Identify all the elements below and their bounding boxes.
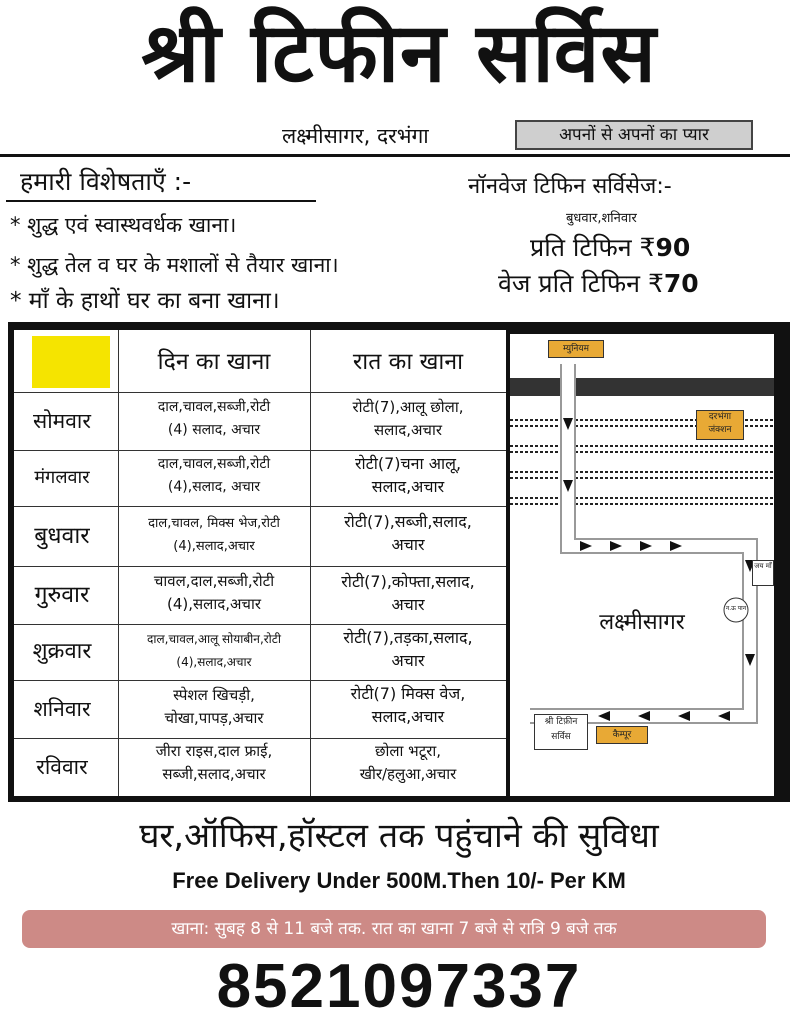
- feature-item: * शुद्ध तेल व घर के मशालों से तैयार खाना।: [10, 253, 339, 277]
- lunch-cell: जीरा राइस,दाल फ्राई, सब्जी,सलाद,अचार: [155, 742, 273, 783]
- lunch-cell: दाल,चावल, मिक्स भेज,रोटी (4),सलाद,अचार: [148, 516, 280, 554]
- day-cell: मंगलवार: [34, 467, 90, 488]
- sign-right: जय माँ: [752, 560, 774, 586]
- nonveg-price-label: प्रति टिफिन ₹: [530, 233, 656, 262]
- route-map: [510, 334, 774, 796]
- lunch-cell: दाल,चावल,सब्जी,रोटी (4) सलाद, अचार: [157, 399, 271, 438]
- dinner-cell: छोला भटूरा, खीर/हलुआ,अचार: [359, 742, 457, 783]
- lunch-header: दिन का खाना: [157, 349, 271, 375]
- lunch-cell: दाल,चावल,आलू सोयाबीन,रोटी (4),सलाद,अचार: [147, 632, 281, 669]
- dinner-cell: रोटी(7),कोफ्ता,सलाद, अचार: [341, 572, 475, 614]
- dinner-cell: रोटी(7),तड़का,सलाद, अचार: [343, 628, 473, 670]
- lunch-cell: चावल,दाल,सब्जी,रोटी (4),सलाद,अचार: [153, 572, 275, 613]
- delivery-charge: Free Delivery Under 500M.Then 10/- Per KM: [172, 868, 626, 893]
- route-arrows: [563, 418, 755, 721]
- dinner-cell: रोटी(7),आलू छोला, सलाद,अचार: [352, 398, 464, 439]
- dinner-cell: रोटी(7)चना आलू, सलाद,अचार: [354, 454, 462, 496]
- menu-table: [14, 330, 506, 796]
- veg-price-value: 70: [663, 269, 699, 298]
- sign-tiffin: श्री टिफ़ीन सर्विस: [534, 714, 588, 750]
- sign-top: म्युनियम: [548, 340, 604, 358]
- main-road: [510, 378, 774, 396]
- day-cell: शनिवार: [33, 697, 91, 721]
- sign-circle: न.ऊ पान: [725, 605, 747, 612]
- feature-item: * शुद्ध एवं स्वास्थवर्धक खाना।: [10, 213, 237, 237]
- lunch-cell: स्पेशल खिचड़ी, चोखा,पापड़,अचार: [164, 686, 264, 727]
- phone-number: 8521097337: [216, 952, 582, 1021]
- day-cell: बुधवार: [34, 523, 90, 549]
- dinner-cell: रोटी(7) मिक्स वेज, सलाद,अचार: [350, 684, 466, 726]
- location-text: लक्ष्मीसागर, दरभंगा: [282, 124, 429, 148]
- feature-item: * माँ के हाथों घर का बना खाना।: [10, 288, 280, 314]
- corner-cell: [32, 336, 110, 388]
- nonveg-price: [530, 230, 690, 264]
- day-cell: गुरुवार: [34, 582, 90, 608]
- header-divider: [0, 154, 790, 157]
- delivery-text: घर,ऑफिस,हॉस्टल तक पहुंचाने की सुविधा: [139, 816, 659, 856]
- dinner-header: रात का खाना: [352, 349, 464, 375]
- veg-price: [498, 266, 699, 300]
- sign-station: दरभंगा जंक्शन: [696, 410, 744, 440]
- lunch-cell: दाल,चावल,सब्जी,रोटी (4),सलाद, अचार: [157, 456, 271, 495]
- tagline-badge: अपनों से अपनों का प्यार: [515, 120, 753, 150]
- day-cell: रविवार: [36, 755, 88, 779]
- features-title: हमारी विशेषताएँ :-: [20, 167, 192, 196]
- nonveg-price-value: 90: [655, 233, 691, 262]
- service-title: श्री टिफीन सर्विस: [141, 6, 657, 101]
- day-cell: सोमवार: [33, 409, 91, 433]
- nonveg-title: नॉनवेज टिफिन सर्विसेज:-: [468, 174, 672, 199]
- timing-banner: खाना: सुबह 8 से 11 बजे तक. रात का खाना 7 बजे से रात्रि 9 बजे तक: [22, 910, 766, 948]
- veg-price-label: वेज प्रति टिफिन ₹: [498, 269, 664, 298]
- sign-bottom: कैम्पूर: [596, 726, 648, 744]
- day-cell: शुक्रवार: [32, 639, 92, 664]
- area-label: लक्ष्मीसागर: [599, 610, 685, 635]
- features-underline: [6, 200, 316, 202]
- nonveg-days: बुधवार,शनिवार: [566, 211, 637, 226]
- dinner-cell: रोटी(7),सब्जी,सलाद, अचार: [344, 512, 472, 554]
